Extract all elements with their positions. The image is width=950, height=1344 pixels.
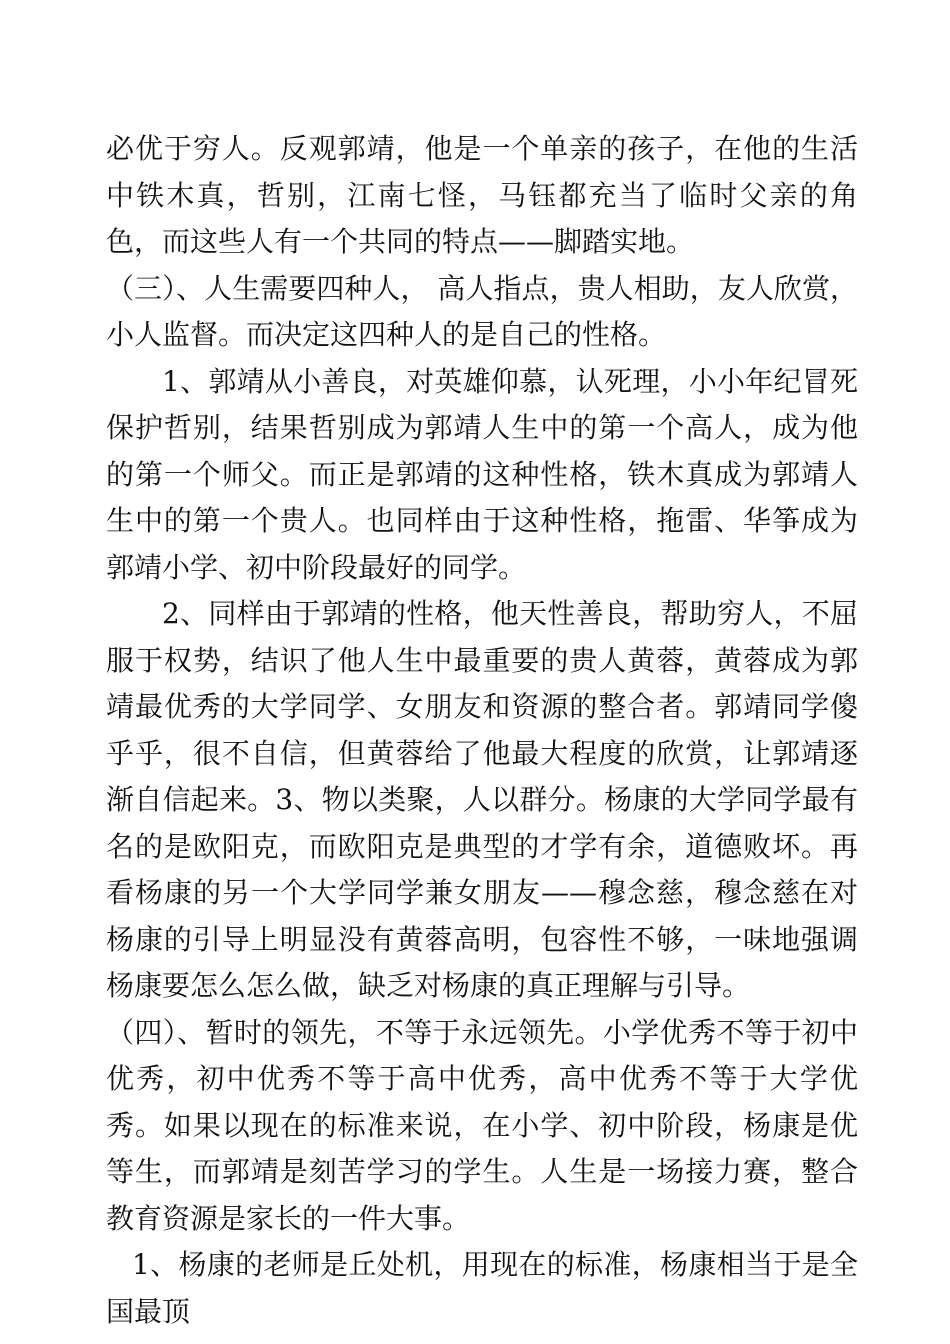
section-heading-four: （四）、暂时的领先，不等于永远领先。小学优秀不等于初中优秀，初中优秀不等于高中优秀，高中优秀不等于大学优秀。如果以现在的标准来说，在小学、初中阶段，杨康是优等生，而郭靖是刻苦学习的学生。人生是一场接力赛，整合教育资源是家长的一件大事。 [106,1015,858,1235]
paragraph-point-2: 2、同样由于郭靖的性格，他天性善良，帮助穷人，不屈服于权势，结识了他人生中最重要的贵人黄蓉，黄蓉成为郭靖最优秀的大学同学、女朋友和资源的整合者。郭靖同学傻乎乎，很不自信，但黄蓉给了他最大程度的欣赏，让郭靖逐渐自信起来。3、物以类聚，人以群分。杨康的大学同学最有名的是欧阳克，而欧阳克是典型的才学有余，道德败坏。再看杨康的另一个大学同学兼女朋友——穆念慈，穆念慈在对杨康的引导上明显没有黄蓉高明，包容性不够，一味地强调杨康要怎么怎么做，缺乏对杨康的真正理解与引导。 [106,597,858,1002]
section-heading-three: （三）、人生需要四种人， 高人指点，贵人相助，友人欣赏，小人监督。而决定这四种人的是自己的性格。 [106,271,858,351]
paragraph-point-1: 1、郭靖从小善良，对英雄仰慕，认死理，小小年纪冒死保护哲别，结果哲别成为郭靖人生中的第一个高人，成为他的第一个师父。而正是郭靖的这种性格，铁木真成为郭靖人生中的第一个贵人。也同样由于这种性格，拖雷、华筝成为郭靖小学、初中阶段最好的同学。 [106,364,858,584]
paragraph-point-1-yangkang: 1、杨康的老师是丘处机，用现在的标准，杨康相当于是全国最顶 [106,1248,858,1328]
paragraph-continuation: 必优于穷人。反观郭靖，他是一个单亲的孩子，在他的生活中铁木真，哲别，江南七怪，马钰都充当了临时父亲的角色，而这些人有一个共同的特点——脚踏实地。 [106,132,858,258]
document-body [106,126,858,1335]
